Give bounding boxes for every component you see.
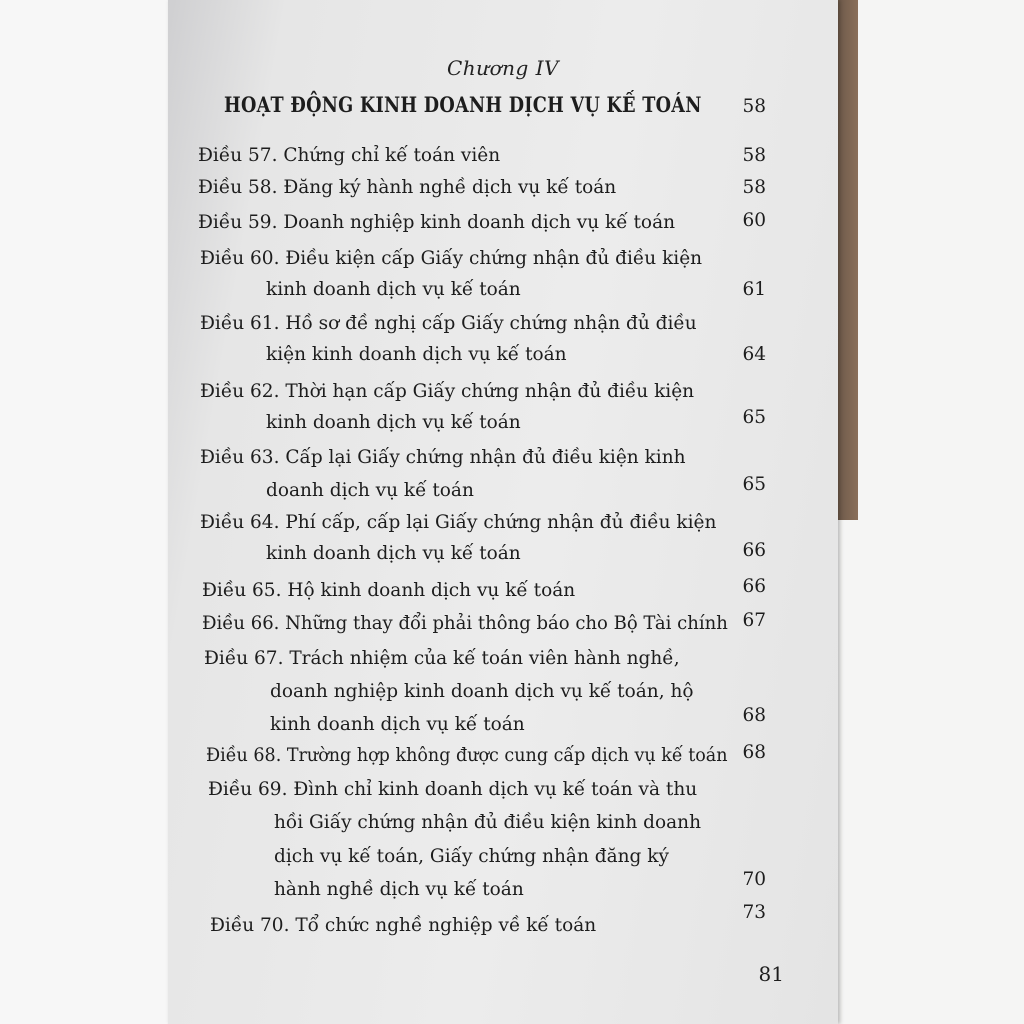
background-right (835, 0, 1024, 1024)
toc-entry-continuation: hành nghề dịch vụ kế toán (274, 879, 524, 900)
toc-entry-title: Điều 63. Cấp lại Giấy chứng nhận đủ điều kiện kinh (200, 447, 686, 468)
toc-entry-page: 67 (742, 610, 766, 631)
toc-entry-page: 68 (742, 742, 766, 763)
book-cover-edge (838, 0, 858, 520)
toc-entry-title: Điều 64. Phí cấp, cấp lại Giấy chứng nhận đủ điều kiện (200, 512, 717, 533)
toc-entry-page: 68 (742, 705, 766, 726)
toc-entry-continuation: kinh doanh dịch vụ kế toán (266, 279, 521, 300)
toc-entry-title: Điều 66. Những thay đổi phải thông báo cho Bộ Tài chính (202, 613, 728, 634)
toc-entry-continuation: dịch vụ kế toán, Giấy chứng nhận đăng ký (274, 846, 669, 867)
toc-entry-continuation: kinh doanh dịch vụ kế toán (266, 412, 521, 433)
toc-entry-page: 70 (742, 869, 766, 890)
background-left (0, 0, 168, 1024)
toc-entry-continuation: doanh dịch vụ kế toán (266, 480, 474, 501)
toc-entry-page: 60 (742, 210, 766, 231)
toc-entry-page: 58 (742, 145, 766, 166)
toc-entry-title: Điều 65. Hộ kinh doanh dịch vụ kế toán (202, 580, 576, 601)
toc-entry-page: 58 (742, 177, 766, 198)
part-page-number: 58 (742, 96, 766, 117)
toc-entry-continuation: kinh doanh dịch vụ kế toán (270, 714, 525, 735)
toc-entry-page: 65 (742, 474, 766, 495)
toc-entry-title: Điều 58. Đăng ký hành nghề dịch vụ kế toán (198, 177, 617, 198)
toc-entry-title: Điều 57. Chứng chỉ kế toán viên (198, 145, 501, 166)
toc-entry-title: Điều 59. Doanh nghiệp kinh doanh dịch vụ kế toán (198, 212, 676, 233)
toc-entry-title: Điều 70. Tổ chức nghề nghiệp về kế toán (210, 915, 597, 936)
toc-entry-page: 66 (742, 540, 766, 561)
toc-entry-title: Điều 68. Trường hợp không được cung cấp dịch vụ kế toán (206, 745, 728, 766)
toc-entry-title: Điều 67. Trách nhiệm của kế toán viên hành nghề, (204, 648, 680, 669)
toc-entry-continuation: kinh doanh dịch vụ kế toán (266, 543, 521, 564)
toc-entry-page: 61 (742, 279, 766, 300)
chapter-heading: Chương IV (447, 56, 559, 80)
toc-entry-page: 65 (742, 407, 766, 428)
toc-entry-continuation: kiện kinh doanh dịch vụ kế toán (266, 344, 567, 365)
toc-entry-title: Điều 61. Hồ sơ đề nghị cấp Giấy chứng nhận đủ điều (200, 313, 697, 334)
toc-entry-page: 66 (742, 576, 766, 597)
toc-entry-continuation: hồi Giấy chứng nhận đủ điều kiện kinh doanh (274, 812, 701, 833)
toc-entry-title: Điều 69. Đình chỉ kinh doanh dịch vụ kế toán và thu (208, 779, 698, 800)
toc-entry-page: 73 (742, 902, 766, 923)
page-number: 81 (758, 962, 784, 986)
toc-entry-title: Điều 62. Thời hạn cấp Giấy chứng nhận đủ điều kiện (200, 381, 695, 402)
toc-entry-page: 64 (742, 344, 766, 365)
toc-entry-title: Điều 60. Điều kiện cấp Giấy chứng nhận đủ điều kiện (200, 248, 703, 269)
book-page (168, 0, 838, 1024)
toc-entry-continuation: doanh nghiệp kinh doanh dịch vụ kế toán, hộ (270, 681, 694, 702)
part-title: HOẠT ĐỘNG KINH DOANH DỊCH VỤ KẾ TOÁN (224, 92, 702, 117)
